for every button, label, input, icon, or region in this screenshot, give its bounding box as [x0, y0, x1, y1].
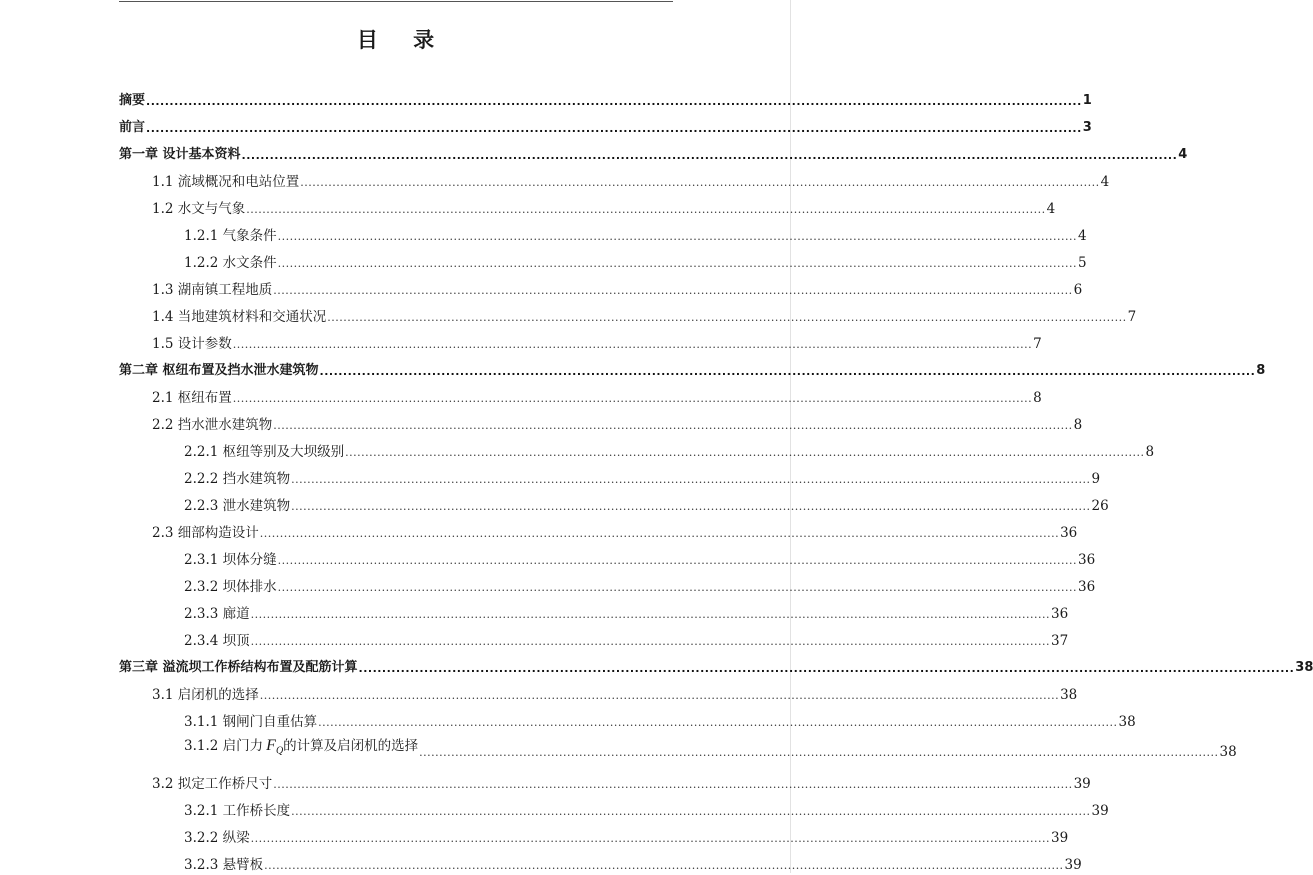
- toc-page-number: 38: [1060, 687, 1078, 703]
- toc-page-number: 39: [1091, 803, 1109, 819]
- toc-page-number: 39: [1073, 776, 1091, 792]
- toc-entry: [152, 172, 1110, 192]
- toc-entry: [152, 685, 1078, 705]
- toc-entry: [184, 631, 1069, 651]
- toc-entry: [184, 226, 1087, 246]
- toc-page-number: 1: [1082, 93, 1092, 108]
- toc-entry-title: 2.1 枢纽布置: [152, 390, 232, 406]
- toc-entry-title: 3.2.1 工作桥长度: [184, 803, 291, 819]
- toc-page-number: 6: [1073, 282, 1083, 298]
- toc-entry-title: 第二章 枢纽布置及挡水泄水建筑物: [119, 363, 319, 378]
- toc-entry: [152, 199, 1056, 219]
- toc-entry-title: 2.2 挡水泄水建筑物: [152, 417, 273, 433]
- toc-entry: [152, 307, 1137, 327]
- toc-entry: [119, 145, 1188, 165]
- toc-entry-title: 3.2 拟定工作桥尺寸: [152, 776, 273, 792]
- toc-leader: ........................................................................................................................................................................................................: [246, 203, 1046, 216]
- toc-entry-title: 2.2.3 泄水建筑物: [184, 498, 291, 514]
- formula-symbol: F: [266, 737, 276, 755]
- toc-page-number: 7: [1033, 336, 1042, 352]
- toc-leader: ........................................................................................................................................................................................................: [273, 284, 1073, 297]
- toc-entry: [184, 442, 1155, 462]
- toc-page-number: 4: [1077, 228, 1087, 244]
- toc-page-number: 38: [1295, 660, 1313, 675]
- toc-entry-title: 1.2.1 气象条件: [184, 228, 277, 244]
- toc-page-number: 39: [1050, 830, 1069, 846]
- toc-leader: ........................................................................................................................................................................................................: [146, 122, 1082, 135]
- toc-leader: ........................................................................................................................................................................................................: [259, 689, 1060, 702]
- page-title: 目 录: [356, 28, 449, 52]
- toc-entry: [119, 658, 1313, 678]
- toc-entry: [152, 388, 1042, 408]
- toc-leader: ........................................................................................................................................................................................................: [277, 230, 1077, 243]
- toc-entry: [152, 280, 1083, 300]
- toc-leader: ........................................................................................................................................................................................................: [345, 446, 1145, 459]
- header-rule: [119, 1, 673, 2]
- toc-leader: ........................................................................................................................................................................................................: [250, 635, 1050, 648]
- toc-entry: [152, 415, 1083, 435]
- toc-leader: ........................................................................................................................................................................................................: [318, 716, 1118, 729]
- toc-entry: [184, 496, 1109, 516]
- toc-entry-title: 1.5 设计参数: [152, 336, 232, 352]
- toc-leader: ........................................................................................................................................................................................................: [241, 149, 1178, 162]
- toc-leader: ........................................................................................................................................................................................................: [250, 832, 1050, 845]
- toc-page-number: 37: [1050, 633, 1069, 649]
- toc-page-number: 5: [1077, 255, 1087, 271]
- toc-entry-title: 2.3.2 坝体排水: [184, 579, 277, 595]
- toc-leader: ........................................................................................................................................................................................................: [273, 419, 1073, 432]
- toc-entry: [152, 523, 1078, 543]
- toc-leader: ........................................................................................................................................................................................................: [358, 662, 1295, 675]
- toc-leader: ........................................................................................................................................................................................................: [291, 473, 1091, 486]
- toc-leader: ........................................................................................................................................................................................................: [300, 176, 1100, 189]
- toc-entry-title: 摘要: [119, 93, 146, 108]
- toc-leader: ........................................................................................................................................................................................................: [419, 746, 1219, 759]
- toc-entry-title: 2.3.3 廊道: [184, 606, 250, 622]
- toc-entry-title: 2.2.2 挡水建筑物: [184, 471, 291, 487]
- toc-page-number: 36: [1060, 525, 1078, 541]
- toc-entry-title: 1.2 水文与气象: [152, 201, 246, 217]
- toc-entry: [119, 91, 1092, 111]
- toc-page-number: 7: [1127, 309, 1137, 325]
- toc-entry-title: 3.1 启闭机的选择: [152, 687, 259, 703]
- toc-leader: ........................................................................................................................................................................................................: [146, 95, 1082, 108]
- toc-page-number: 3: [1082, 120, 1092, 135]
- formula-subscript: Q: [275, 746, 284, 757]
- toc-page-number: 36: [1077, 579, 1096, 595]
- toc-leader: ........................................................................................................................................................................................................: [319, 365, 1256, 378]
- toc-leader: ........................................................................................................................................................................................................: [273, 778, 1073, 791]
- toc-entry-title: 3.1.1 钢闸门自重估算: [184, 714, 318, 730]
- toc-entry-title: 3.2.3 悬臂板: [184, 857, 264, 873]
- toc-leader: ........................................................................................................................................................................................................: [277, 554, 1077, 567]
- toc-leader: ........................................................................................................................................................................................................: [291, 805, 1091, 818]
- toc-leader: ........................................................................................................................................................................................................: [259, 527, 1060, 540]
- toc-leader: ........................................................................................................................................................................................................: [232, 392, 1033, 405]
- toc-entry: [184, 828, 1069, 848]
- toc-entry-title: 1.1 流域概况和电站位置: [152, 174, 300, 190]
- toc-entry: [184, 855, 1082, 875]
- toc-entry: [184, 577, 1096, 597]
- toc-entry: [184, 801, 1109, 821]
- toc-entry-title: 2.3 细部构造设计: [152, 525, 259, 541]
- toc-entry: [152, 334, 1042, 354]
- toc-leader: ........................................................................................................................................................................................................: [291, 500, 1091, 513]
- toc-page-number: 9: [1091, 471, 1101, 487]
- toc-page-number: 8: [1073, 417, 1083, 433]
- toc-entry: [152, 774, 1091, 794]
- toc-entry-title: 第一章 设计基本资料: [119, 147, 241, 162]
- toc-leader: ........................................................................................................................................................................................................: [264, 859, 1064, 872]
- toc-entry-title: 3.1.2 启门力 $F_Q$的计算及启闭机的选择: [184, 737, 419, 757]
- toc-entry-title: 3.2.2 纵梁: [184, 830, 250, 846]
- toc-entry: [119, 361, 1266, 381]
- toc-page-number: 38: [1118, 714, 1136, 730]
- toc-entry: [184, 604, 1069, 624]
- toc-leader: ........................................................................................................................................................................................................: [250, 608, 1050, 621]
- toc-page-number: 36: [1050, 606, 1069, 622]
- toc-entry-title: 2.3.1 坝体分缝: [184, 552, 277, 568]
- toc-leader: ........................................................................................................................................................................................................: [232, 338, 1033, 351]
- toc-page-number: 39: [1064, 857, 1082, 873]
- toc-page-number: 4: [1046, 201, 1056, 217]
- toc-page-number: 38: [1219, 744, 1237, 760]
- toc-page-number: 4: [1100, 174, 1110, 190]
- toc-entry-title: 前言: [119, 120, 146, 135]
- toc-leader: ........................................................................................................................................................................................................: [277, 581, 1077, 594]
- toc-entry-title: 1.3 湖南镇工程地质: [152, 282, 273, 298]
- toc-page-number: 8: [1033, 390, 1042, 406]
- toc-page-number: 8: [1145, 444, 1155, 460]
- toc-entry: [184, 712, 1136, 732]
- toc-entry-title: 1.4 当地建筑材料和交通状况: [152, 309, 327, 325]
- toc-entry: [184, 253, 1087, 273]
- toc-page-number: 4: [1178, 147, 1188, 162]
- toc-page-number: 36: [1077, 552, 1096, 568]
- toc-entry-title: 1.2.2 水文条件: [184, 255, 277, 271]
- toc-leader: ........................................................................................................................................................................................................: [327, 311, 1127, 324]
- toc-entry-title: 第三章 溢流坝工作桥结构布置及配筋计算: [119, 660, 358, 675]
- toc-page-number: 8: [1256, 363, 1266, 378]
- toc-entry-title: 2.2.1 枢纽等别及大坝级别: [184, 444, 345, 460]
- toc-entry-title: 2.3.4 坝顶: [184, 633, 250, 649]
- toc-entry: [119, 118, 1092, 138]
- toc-entry: [184, 737, 1237, 762]
- toc-page-number: 26: [1091, 498, 1109, 514]
- toc-entry: [184, 469, 1101, 489]
- toc-leader: ........................................................................................................................................................................................................: [277, 257, 1077, 270]
- toc-entry: [184, 550, 1096, 570]
